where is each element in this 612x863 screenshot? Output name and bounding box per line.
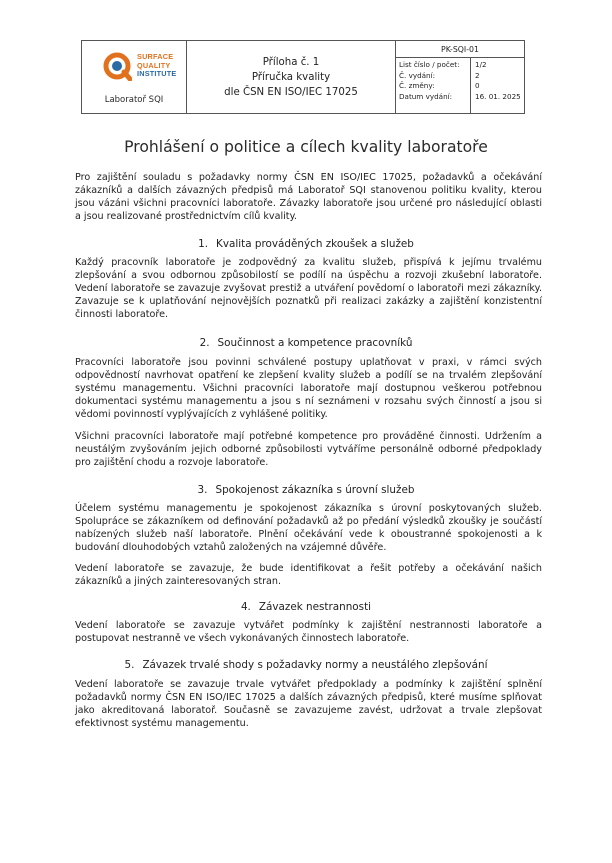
section-1-paragraph-1: Každý pracovník laboratoře je zodpovědný za kvalitu služeb, přispívá k jejímu trvalému zlepšování a svou odbornou způsobilostí se podílí na úspěchu a rozvoji zkušební laboratoře. Vedení laboratoře se zavazuje zvyšovat prestiž a utváření povědomí o laboratoři mezi zákazníky. Zavazuje se k uplatňování nejnovějších poznatků při realizaci zakázky a zajištění konzistentní činnosti laboratoře. <box>75 257 542 321</box>
logo-line-3: INSTITUTE <box>137 69 177 79</box>
document-header-table <box>81 40 525 114</box>
meta-label: List číslo / počet: <box>399 60 460 69</box>
section-title: Kvalita prováděných zkoušek a služeb <box>216 238 414 250</box>
section-number: 2. <box>199 337 210 349</box>
section-heading-3 <box>0 484 612 496</box>
logo-line-1: SURFACE <box>137 52 174 61</box>
logo-wordmark <box>137 53 177 79</box>
standard-label: dle ČSN EN ISO/IEC 17025 <box>224 86 358 98</box>
document-meta-cell <box>396 41 524 113</box>
intro-paragraph: Pro zajištění souladu s požadavky normy ČSN EN ISO/IEC 17025, požadavků a očekávání zákazníků a dalších závazných předpisů má Laboratoř SQI stanovenou politiku kvality, kterou jsou vázáni všichni pracovníci laboratoře. Závazky laboratoře jsou určené pro následující oblasti a jsou realizované prostřednictvím cílů kvality. <box>75 172 542 223</box>
section-title: Závazek nestrannosti <box>258 601 372 613</box>
sqi-logo-icon <box>102 51 132 81</box>
meta-value: 0 <box>475 81 480 90</box>
meta-rows <box>396 58 524 113</box>
logo-line-2: QUALITY <box>137 60 171 70</box>
section-number: 3. <box>197 484 208 496</box>
logo-cell <box>82 41 187 113</box>
section-4-paragraph-1: Vedení laboratoře se zavazuje vytvářet podmínky k zajištění nestrannosti laboratoře a postupovat nestranně ve všech vykonávaných činnostech laboratoře. <box>75 620 542 645</box>
section-title: Součinnost a kompetence pracovníků <box>217 337 413 349</box>
section-title: Závazek trvalé shody s požadavky normy a neustálého zlepšování <box>142 659 488 671</box>
section-5-paragraph-1: Vedení laboratoře se zavazuje trvale vytvářet předpoklady a podmínky k zajištění splnění požadavků normy ČSN EN ISO/IEC 17025 a dalších závazných předpisů, které musíme splňovat jako akreditovaná laboratoř. Současně se zavazujeme zavést, udržovat a trvale zlepšovat efektivnost systému managementu. <box>75 679 542 730</box>
section-2-paragraph-2: Všichni pracovníci laboratoře mají potřebné kompetence pro prováděné činnosti. Udržením a neustálým zvyšováním jejich odborné způsobilosti vytváříme personálně odborné předpoklady pro zajištění chodu a rozvoje laboratoře. <box>75 431 542 469</box>
meta-value: 1/2 <box>475 60 487 69</box>
page-title: Prohlášení o politice a cílech kvality laboratoře <box>124 138 488 156</box>
attachment-label: Příloha č. 1 <box>262 56 320 68</box>
meta-value: 16. 01. 2025 <box>475 91 521 101</box>
section-heading-4 <box>0 601 612 613</box>
section-3-paragraph-2: Vedení laboratoře se zavazuje, že bude identifikovat a řešit potřeby a očekávání našich zákazníků a jiných zainteresovaných stran. <box>75 563 542 588</box>
section-3-paragraph-1: Účelem systému managementu je spokojenost zákazníka s úrovní poskytovaných služeb. Spolupráce se zákazníkem od definování požadavků až po předání výsledků zkoušky je součástí nabízených služeb naší laboratoře. Plnění očekávání vede k oboustranné spokojenosti a k budování dlouhodobých vztahů založených na vzájemné důvěře. <box>75 503 542 554</box>
section-heading-5 <box>0 659 612 671</box>
section-title: Spokojenost zákazníka s úrovní služeb <box>215 484 415 496</box>
section-number: 4. <box>240 601 251 613</box>
meta-value: 2 <box>475 70 480 80</box>
section-heading-1 <box>0 238 612 250</box>
section-2-paragraph-1: Pracovníci laboratoře jsou povinni schválené postupy uplatňovat v praxi, v rámci svých odpovědností navrhovat opatření ke zlepšení kvality služeb a podílí se na trvalém zlepšování systému managementu. Všichni pracovníci laboratoře mají dostupnou veškerou potřebnou dokumentaci systému managementu a jsou s ní seznámeni v rozsahu svých činností a jsou si vědomi povinností vyplývajících z vyhlášené politiky. <box>75 357 542 421</box>
meta-row-sheet <box>396 60 524 71</box>
manual-label: Příručka kvality <box>251 71 331 83</box>
lab-name: Laboratoř SQI <box>104 95 164 105</box>
section-number: 5. <box>124 659 135 671</box>
meta-label: Datum vydání: <box>399 91 453 101</box>
section-number: 1. <box>198 238 209 250</box>
meta-label: Č. vydání: <box>399 70 436 80</box>
section-heading-2 <box>0 337 612 349</box>
meta-row-change <box>396 81 524 92</box>
meta-row-date <box>396 92 524 103</box>
document-title-cell <box>187 41 396 113</box>
meta-label: Č. změny: <box>399 81 435 90</box>
document-code: PK-SQI-01 <box>396 41 524 58</box>
meta-row-issue <box>396 71 524 82</box>
